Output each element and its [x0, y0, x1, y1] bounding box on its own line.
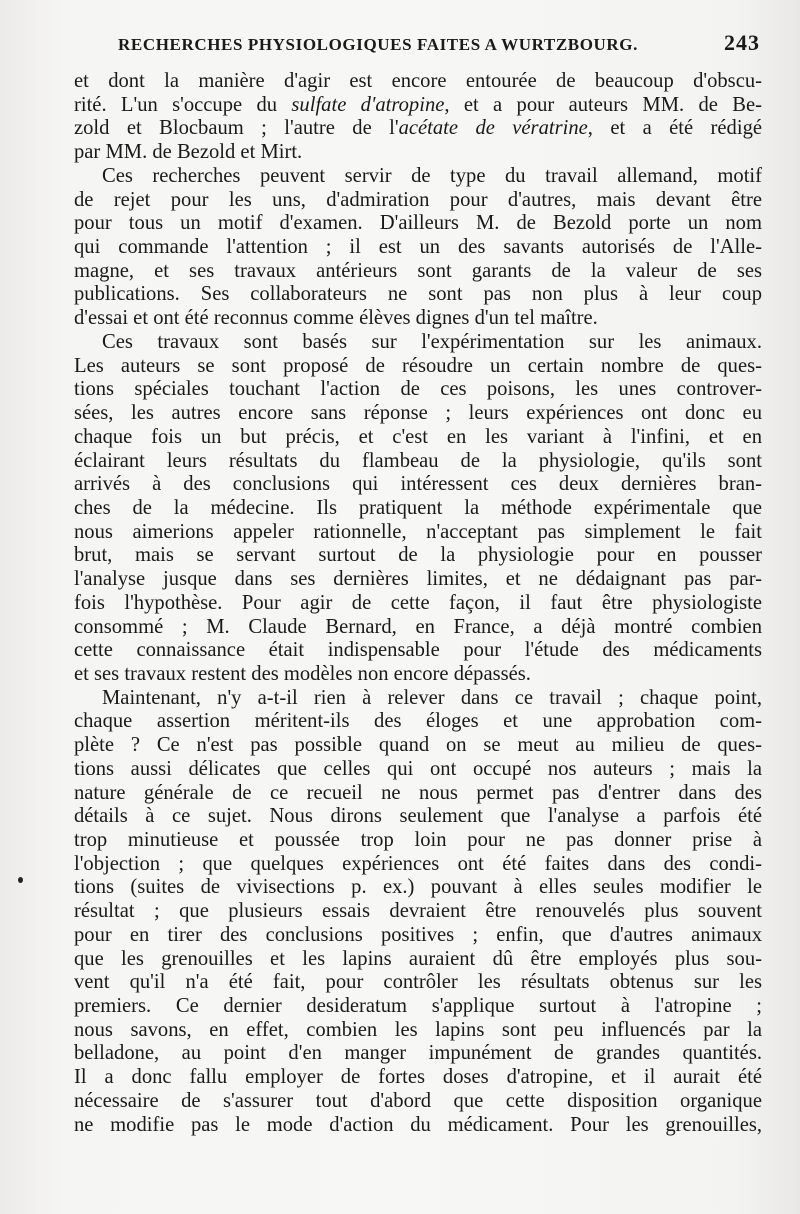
text-line: premiers. Ce dernier desideratum s'applique surtout à l'atropine ;: [74, 995, 762, 1018]
text-line: et ses travaux restent des modèles non encore dépassés.: [74, 662, 531, 685]
text-line: pour tous un motif d'examen. D'ailleurs M. de Bezold porte un nom: [74, 212, 762, 235]
text-line: magne, et ses travaux antérieurs sont garants de la valeur de ses: [74, 259, 762, 282]
text-segment: , et a pour auteurs MM. de Be-: [444, 93, 762, 116]
text-line: Ces travaux sont basés sur l'expérimentation sur les animaux.: [102, 330, 762, 353]
running-title: RECHERCHES PHYSIOLOGIQUES FAITES A WURTZBOURG.: [118, 35, 638, 54]
text-line: Maintenant, n'y a-t-il rien à relever dans ce travail ; chaque point,: [102, 686, 762, 709]
text-line: nécessaire de s'assurer tout d'abord que cette disposition organique: [74, 1089, 762, 1112]
text-line: belladone, au point d'en manger impunément de grandes quantités.: [74, 1042, 762, 1065]
text-line: nous aimerions appeler rationnelle, n'acceptant pas simplement le fait: [74, 520, 762, 543]
text-line: nature générale de ce recueil ne nous permet pas d'entrer dans des: [74, 781, 762, 804]
text-line: nous savons, en effet, combien les lapins sont peu influencés par la: [74, 1018, 762, 1041]
text-segment: rité. L'un s'occupe du: [74, 93, 292, 116]
text-line: sées, les autres encore sans réponse ; leurs expériences ont donc eu: [74, 402, 762, 425]
body-text: [74, 70, 762, 1137]
text-line: tions aussi délicates que celles qui ont occupé nos auteurs ; mais la: [74, 757, 762, 780]
ink-speck: [18, 877, 23, 883]
text-segment: , et a été rédigé: [587, 117, 762, 140]
text-line: et dont la manière d'agir est encore entourée de beaucoup d'obscu-: [74, 70, 762, 92]
text-line: Ces recherches peuvent servir de type du travail allemand, motif: [102, 164, 762, 187]
text-line: chaque assertion méritent-ils des éloges et une approbation com-: [74, 710, 762, 733]
text-line: résultat ; que plusieurs essais devraient être renouvelés plus souvent: [74, 900, 762, 923]
text-line: trop minutieuse et poussée trop loin pour ne pas donner prise à: [74, 829, 762, 851]
text-line: chaque fois un but précis, et c'est en les variant à l'infini, et en: [74, 425, 762, 448]
italic-term: sulfate d'atropine: [291, 93, 445, 116]
text-line: pour en tirer des conclusions positives ; enfin, que d'autres animaux: [74, 923, 762, 946]
text-line: l'objection ; que quelques expériences ont été faites dans des condi-: [74, 852, 762, 875]
text-line: que les grenouilles et les lapins auraient dû être employés plus sou-: [74, 947, 762, 970]
text-line: vent qu'il n'a été fait, pour contrôler les résultats obtenus sur les: [74, 971, 762, 994]
text-line: l'analyse jusque dans ses dernières limites, et ne dédaignant pas par-: [74, 568, 762, 591]
text-line: arrivés à des conclusions qui intéressent ces deux dernières bran-: [74, 473, 762, 496]
text-line: Les auteurs se sont proposé de résoudre un certain nombre de ques-: [74, 354, 762, 377]
text-line: ches de la médecine. Ils pratiquent la méthode expérimentale que: [74, 496, 762, 519]
text-line: [74, 94, 762, 118]
text-line: tions (suites de vivisections p. ex.) pouvant à elles seules modifier le: [74, 876, 762, 899]
text-line: par MM. de Bezold et Mirt.: [74, 141, 303, 164]
italic-term: acétate de vératrine: [398, 117, 588, 140]
text-line: détails à ce sujet. Nous dirons seulement que l'analyse a parfois été: [74, 805, 762, 828]
text-line: d'essai et ont été reconnus comme élèves dignes d'un tel maître.: [74, 307, 598, 330]
text-segment: zold et Blocbaum ; l'autre de l': [74, 117, 399, 140]
text-line: Il a donc fallu employer de fortes doses d'atropine, et il aurait été: [74, 1066, 762, 1089]
text-line: ne modifie pas le mode d'action du médicament. Pour les grenouilles,: [74, 1113, 762, 1136]
text-line: publications. Ses collaborateurs ne sont pas non plus à leur coup: [74, 283, 762, 306]
text-line: [74, 117, 762, 141]
text-line: de rejet pour les uns, d'admiration pour d'autres, mais devant être: [74, 188, 762, 211]
text-line: consommé ; M. Claude Bernard, en France, a déjà montré combien: [74, 615, 762, 638]
text-line: plète ? Ce n'est pas possible quand on se meut au milieu de ques-: [74, 734, 762, 757]
text-line: qui commande l'attention ; il est un des savants autorisés de l'Alle-: [74, 236, 762, 259]
text-line: brut, mais se servant surtout de la physiologie pour en pousser: [74, 544, 762, 567]
text-line: cette connaissance était indispensable pour l'étude des médicaments: [74, 639, 762, 662]
text-line: fois l'hypothèse. Pour agir de cette façon, il faut être physiologiste: [74, 591, 762, 614]
text-line: tions spéciales touchant l'action de ces poisons, les unes controver-: [74, 378, 762, 401]
text-line: éclairant leurs résultats du flambeau de la physiologie, qu'ils sont: [74, 449, 762, 472]
page-number: 243: [724, 30, 760, 55]
running-head: [118, 30, 760, 60]
